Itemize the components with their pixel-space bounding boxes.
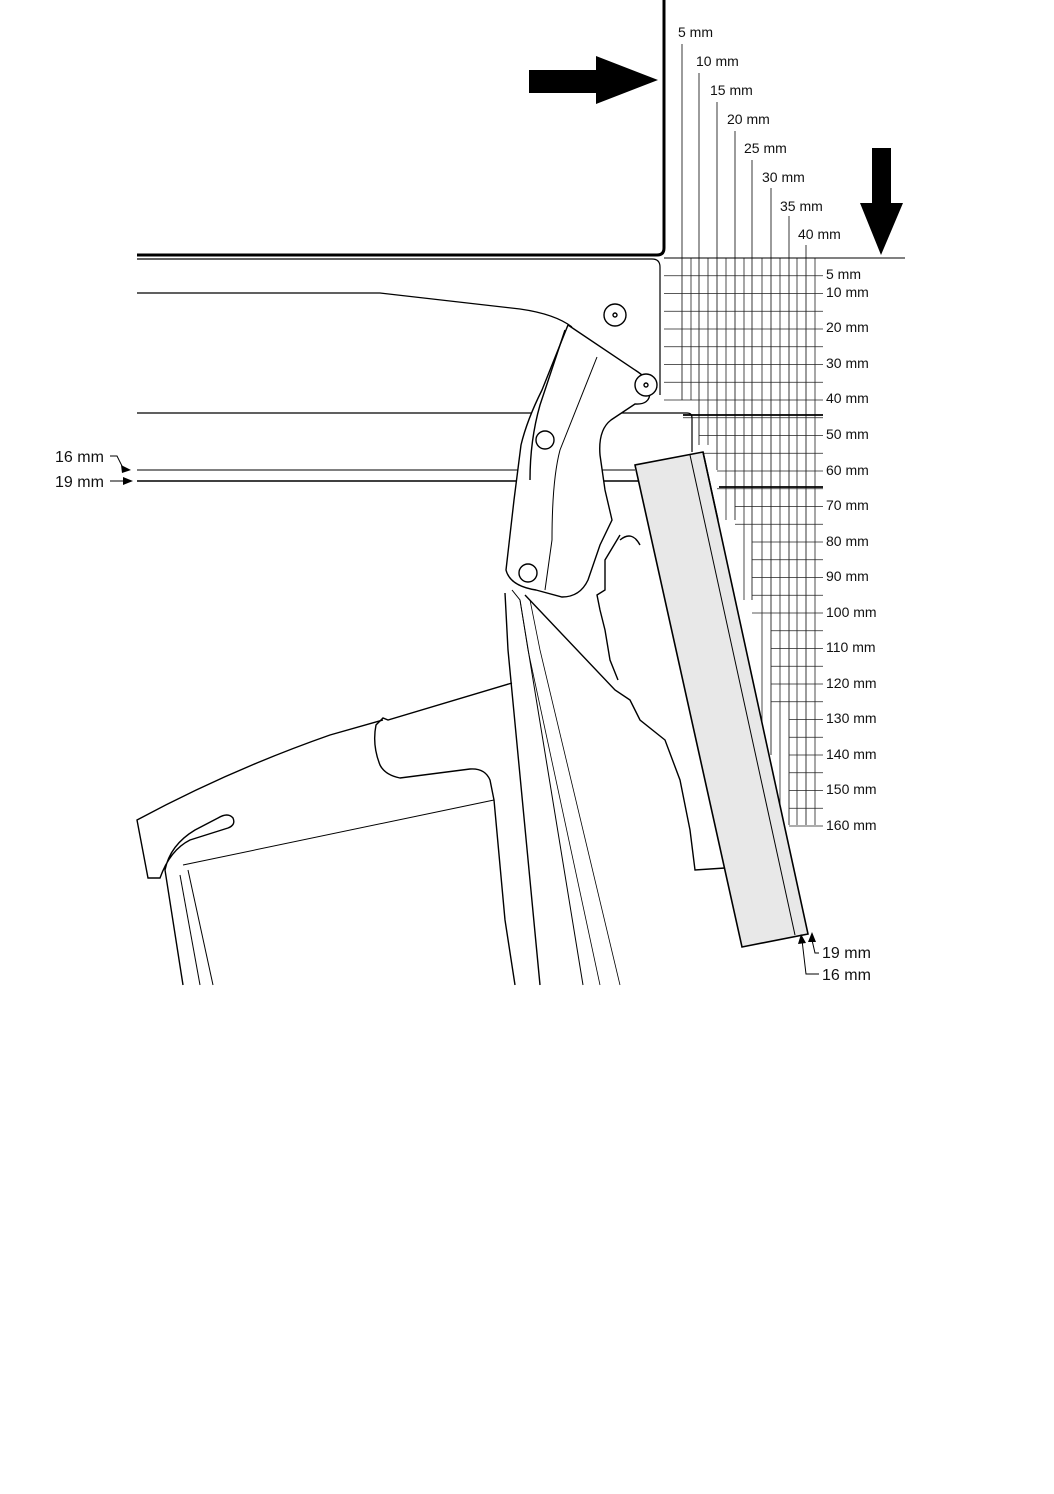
right-scale-label: 110 mm: [826, 639, 876, 655]
right-scale-label: 130 mm: [826, 710, 877, 726]
left-thickness-markers: [55, 449, 133, 491]
right-scale-label: 30 mm: [826, 355, 869, 371]
thickness-label-16-bottom: 16 mm: [822, 967, 871, 984]
top-scale-label: 35 mm: [780, 198, 823, 214]
thickness-label-19: 19 mm: [55, 474, 104, 491]
door-panel: [635, 452, 808, 947]
right-scale-label: 100 mm: [826, 604, 877, 620]
right-scale-label: 80 mm: [826, 533, 869, 549]
hinge-mechanism: [137, 535, 725, 985]
bottom-thickness-markers: [798, 932, 871, 984]
arrow-right-icon: [529, 56, 658, 104]
right-scale-label: 90 mm: [826, 568, 869, 584]
right-scale-label: 160 mm: [826, 817, 877, 833]
hinge-arm: [506, 304, 657, 597]
thickness-label-19-bottom: 19 mm: [822, 945, 871, 962]
arrow-down-icon: [860, 148, 903, 255]
top-scale-label: 25 mm: [744, 140, 787, 156]
top-scale-label: 30 mm: [762, 169, 805, 185]
right-scale-label: 50 mm: [826, 426, 869, 442]
right-scale: [826, 266, 877, 833]
top-scale-label: 10 mm: [696, 53, 739, 69]
right-scale-label: 5 mm: [826, 266, 861, 282]
right-scale-label: 140 mm: [826, 746, 877, 762]
top-scale-label: 5 mm: [678, 24, 713, 40]
thickness-label-16: 16 mm: [55, 449, 104, 466]
right-scale-label: 40 mm: [826, 390, 869, 406]
right-scale-label: 70 mm: [826, 497, 869, 513]
cabinet-panel: [137, 0, 905, 487]
right-scale-label: 10 mm: [826, 284, 869, 300]
top-scale-label: 15 mm: [710, 82, 753, 98]
right-scale-label: 60 mm: [826, 462, 869, 478]
top-scale-label: 20 mm: [727, 111, 770, 127]
right-scale-label: 20 mm: [826, 319, 869, 335]
right-scale-label: 150 mm: [826, 781, 877, 797]
top-scale-label: 40 mm: [798, 226, 841, 242]
right-scale-label: 120 mm: [826, 675, 877, 691]
top-scale: [678, 24, 841, 242]
